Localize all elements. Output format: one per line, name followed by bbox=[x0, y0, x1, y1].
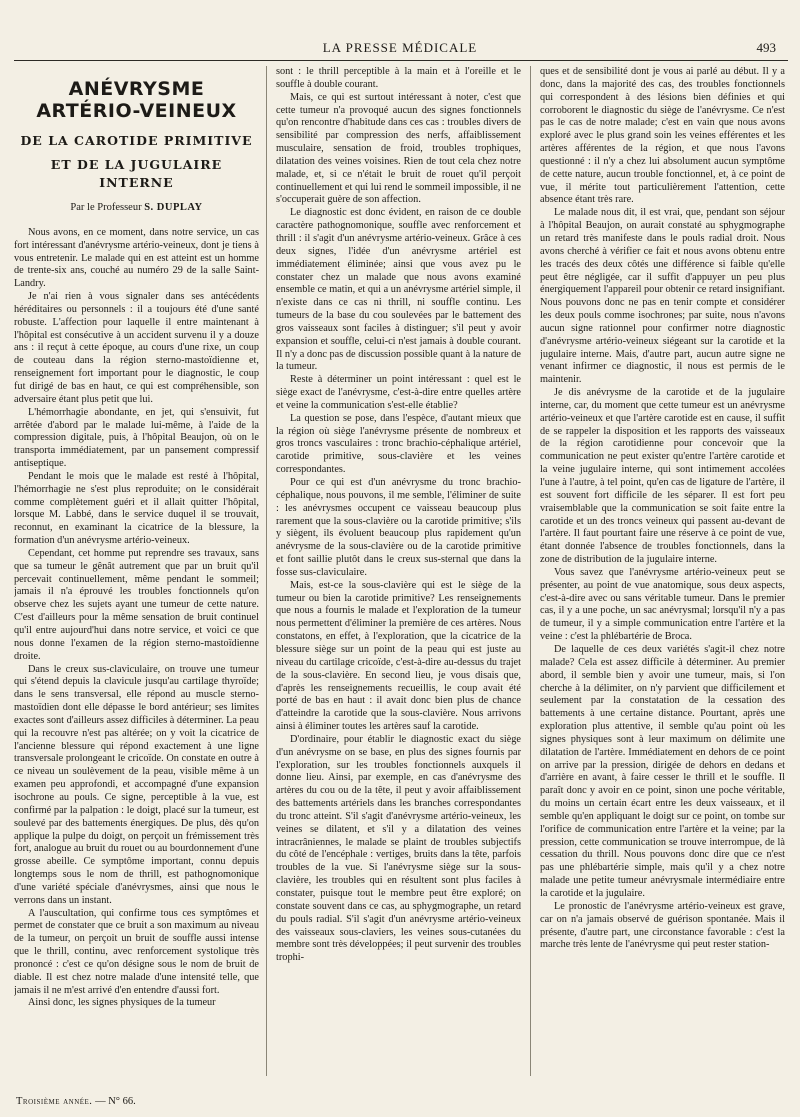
paragraph: Cependant, cet homme put reprendre ses travaux, sans que sa tumeur le gênât autrement que par un bruit qu'il percevait continuellement, même pendant le sommeil; jamais il n'a éprouvé les troubles fonctionnels qu'on observe chez les sujets ayant une tumeur de cette nature. C'est d'ailleurs pour la même sensation de bruit continuel qu'il entre aujourd'hui dans notre service, et voici ce que nous donne l'examen de la région sterno-mastoïdienne droite. bbox=[14, 547, 259, 662]
paragraph: Mais, ce qui est surtout intéressant à noter, c'est que cette tumeur n'a provoqué aucun des signes fonctionnels qu'on rencontre d'habitude dans ces cas : troubles divers de sensibilité par compression des nerfs, affaiblissement musculaire, sensation de froid, troubles trophiques, dilatation des veines voisines. Rien de tout cela chez notre malade, et, si ce n'était le bruit de rouet qu'il perçoit continuellement et qui lui rend le sommeil impossible, il ne s'occuperait guère de son affection. bbox=[276, 91, 521, 206]
column-divider bbox=[266, 66, 267, 1076]
author-name: S. DUPLAY bbox=[144, 202, 203, 213]
paragraph: Pendant le mois que le malade est resté à l'hôpital, l'hémorrhagie ne s'est plus reproduite; on le considérait comme complètement guéri et il allait quitter l'hôpital, lorsque M. Labbé, dans le service duquel il se trouvait, reconnut, en examinant la cicatrice de la blessure, la formation d'un anévrysme artério-veineux. bbox=[14, 470, 259, 547]
article-header bbox=[14, 78, 259, 215]
column-divider bbox=[530, 66, 531, 1076]
issue-year: Troisième année. bbox=[16, 1096, 93, 1107]
paragraph: Je n'ai rien à vous signaler dans ses antécédents héréditaires ou personnels : il a toujours été d'une santé robuste. L'affection pour laquelle il entre maintenant à l'hôpital est consécutive à un accident survenu il y a douze ans : il reçut à cette époque, au cours d'une rixe, un coup de couteau dans la région sterno-mastoïdienne et, renseignement fort important pour le diagnostic, le coup fut dirigé de bas en haut, ce qui est compréhensible, son adversaire étant plus petit que lui. bbox=[14, 291, 259, 405]
paragraph: sont : le thrill perceptible à la main et à l'oreille et le souffle à double courant. bbox=[276, 66, 521, 90]
article-title: ANÉVRYSME ARTÉRIO-VEINEUX bbox=[36, 78, 237, 122]
page-number: 493 bbox=[756, 40, 776, 55]
paragraph: ques et de sensibilité dont je vous ai parlé au début. Il y a donc, dans la majorité des cas, des troubles fonctionnels qui correspondent à des lésions bien définies et qui corroborent le diagnostic du siège de l'anévrysme. Ce n'est pas le cas de notre malade; c'est en vain que nous avons exploré avec le plus grand soin les veines efférentes et les artères afférentes de la région, et que nous l'avons questionné : il n'y a chez lui absolument aucun symptôme de cette nature, aucun trouble fonctionnel, et, à ce point de vue, il mérite tout particulièrement l'attention, cette absence étant très rare. bbox=[540, 66, 785, 206]
journal-title: LA PRESSE MÉDICALE bbox=[322, 40, 478, 55]
article-subtitle-1: DE LA CAROTIDE PRIMITIVE bbox=[20, 133, 253, 148]
paragraph: L'hémorrhagie abondante, en jet, qui s'ensuivit, fut arrêtée d'abord par le malade lui-même, à l'aide de la compression digitale, puis, à l'hôpital Beaujon, où on le transporta immédiatement, par un pansement compressif antiseptique. bbox=[14, 406, 259, 470]
paragraph: Pour ce qui est d'un anévrysme du tronc brachio-céphalique, nous pouvons, il me semble, l'éliminer de suite : les anévrysmes occupent ce vaisseau beaucoup plus rarement que la sous-clavière ou la carotide primitive; s'ils y siègent, ils évoluent beaucoup plus rapidement qu'un anévrysme de la sous-clavière ou de la carotide primitive et font saillie plutôt dans le creux sus-sternal que dans la fosse sus-claviculaire. bbox=[276, 477, 521, 578]
paragraph: Le diagnostic est donc évident, en raison de ce double caractère pathognomonique, souffle avec renforcement et thrill : il s'agit d'un anévrysme artério-veineux. Grâce à ces deux signes, l'idée d'un anévrysme artériel est immédiatement éliminée; ainsi que vous avez pu le constater chez un malade que nous avons examiné ensemble ce matin, et qui a un anévrysme artériel simple, il n'existe dans ce cas ni thrill, ni souffle continu. Les tumeurs de la base du cou soulevées par le battement des gros vaisseaux sont faciles à distinguer; s'il peut y avoir expansion et souffle, celui-ci n'est jamais à double courant. Il n'y a donc pas de discussion possible quant à la nature de la tumeur. bbox=[276, 207, 521, 373]
paragraph: La question se pose, dans l'espèce, d'autant mieux que la région où siège l'anévrysme présente de nombreux et gros troncs vasculaires : tronc brachio-céphalique artériel, carotide primitive, sous-clavière et les veines correspondantes. bbox=[276, 412, 521, 476]
byline-prefix: Par le Professeur bbox=[70, 202, 142, 213]
column-3-body bbox=[540, 66, 785, 952]
column-1 bbox=[14, 66, 259, 1081]
column-3 bbox=[540, 66, 785, 1081]
byline bbox=[14, 202, 259, 215]
running-head bbox=[0, 40, 800, 60]
column-2-body bbox=[276, 66, 521, 965]
column-2 bbox=[276, 66, 521, 1081]
paragraph: Mais, est-ce la sous-clavière qui est le siège de la tumeur ou bien la carotide primitive? Les renseignements que nous a fournis le malade et l'exploration de la tumeur nous permettent d'éliminer la première de ces artères. Nous constatons, en effet, à l'exploration, que la cicatrice de la blessure siège sur un point de la peau qui est juste au niveau du cartilage cricoïde, c'est-à-dire au-dessus du trajet de la sous-clavière. En second lieu, je vous disais que, d'après les renseignements recueillis, le coup avait été porté de bas en haut : il avait donc bien plus de chance d'atteindre la carotide que la sous-clavière. Nous arrivons ainsi à éliminer toutes les artères sauf la carotide. bbox=[276, 579, 521, 733]
paragraph: Le malade nous dit, il est vrai, que, pendant son séjour à l'hôpital Beaujon, on aurait constaté au sphygmographe un retard très manifeste dans le pouls radial droit. Nous avons cherché à vérifier ce fait et nous avons obtenu entre les tracés des deux côtés une différence si faible qu'elle peut être négligée, car il suffit d'appuyer un peu plus énergiquement l'appareil pour obtenir ce retard insignifiant. Nous pouvons donc ne pas en tenir compte et considérer les deux pouls comme isochrones; par suite, nous n'avons aucun signe rationnel pour confirmer notre diagnostic d'anévrysme artério-veineux siégeant sur la carotide et la jugulaire interne. Mais, d'autre part, aucun autre signe ne venant infirmer ce diagnostic, il nous est permis de le maintenir. bbox=[540, 207, 785, 386]
paragraph: Je dis anévrysme de la carotide et de la jugulaire interne, car, du moment que cette tumeur est un anévrysme artério-veineux et que l'artère carotide est en cause, il suffit de se rappeler la disposition et les rapports des vaisseaux de la région carotidienne pour concevoir que la communication ne peut exister qu'entre l'artère carotide et la veine jugulaire interne, qui sont intimement accolées l'une à l'autre, à tel point, qu'en cas de ligature de l'artère, il est souvent fort difficile de les séparer. Il est fort peu vraisemblable que la communication se soit faite entre la carotide et un des troncs veineux qui passent au-devant de l'artère. Il faut pourtant faire une réserve à ce point de vue, étant donnée l'absence de troubles fonctionnels, dans la zone de distribution de la jugulaire interne. bbox=[540, 387, 785, 566]
issue-footer bbox=[16, 1096, 136, 1107]
paragraph: Le pronostic de l'anévrysme artério-veineux est grave, car on n'a jamais observé de guérison spontanée. Mais il présente, d'autre part, une circonstance favorable : c'est la marche très lente de l'anévrysme qui peut rester station- bbox=[540, 900, 785, 951]
paragraph: Reste à déterminer un point intéressant : quel est le siège exact de l'anévrysme, c'est-à-dire entre quelles artère et veine la communication s'est-elle établie? bbox=[276, 374, 521, 411]
header-rule bbox=[14, 60, 788, 61]
paragraph: A l'auscultation, qui confirme tous ces symptômes et permet de constater que ce bruit a son maximum au niveau de la tumeur, on perçoit un bruit de souffle aussi intense que le thrill, continu, avec renforcement systolique très prononcé : c'est ce qu'on désigne sous le nom de bruit de diable. Il est chez notre malade d'une intensité telle, que jamais il ne m'est arrivé d'en entendre d'aussi fort. bbox=[14, 907, 259, 996]
column-1-body bbox=[14, 227, 259, 1010]
issue-number: — N° 66. bbox=[95, 1096, 136, 1107]
paragraph: D'ordinaire, pour établir le diagnostic exact du siège d'un anévrysme on se base, en plus des signes fournis par l'exploration, sur les troubles fonctionnels auxquels il donne lieu. Ainsi, par exemple, en cas d'anévrysme des artères du cou ou de la tête, il peut y avoir affaiblissement des battements artériels dans les branches correspondantes du tronc atteint. S'il s'agit d'anévrysme artério-veineux, les veines se dilatent, et s'il y a dilatation des veines intracrâniennes, le malade se plaint de troubles subjectifs du côté de l'encéphale : vertiges, bruits dans la tête, parfois troubles de la vue. Si l'anévrysme siège sur la sous-clavière, les troubles qui en résultent sont plus faciles à constater, puisque tout le membre peut être exploré; on constate souvent dans ce cas, au sphygmographe, un retard du pouls radial. S'il s'agit d'un anévrysme artério-veineux des vaisseaux sous-claviers, les veines sous-cutanées du membre sont très développées; il peut survenir des troubles trophi- bbox=[276, 733, 521, 964]
paragraph: De laquelle de ces deux variétés s'agit-il chez notre malade? Cela est assez difficile à déterminer. Au premier abord, il semble bien y avoir une tumeur, mais, si l'on cherche à la délimiter, on n'y parvient que difficilement et seulement par la constatation de la cessation des battements à une certaine distance. Pourtant, après une exploration plus attentive, il semble qu'au point où les signes physiques sont à leur maximum on délimite une dilatation de l'artère. Immédiatement en dehors de ce point on arrive par la pression, dirigée de dehors en dedans et d'arrière en avant, à faire cesser le thrill et le souffle. Il paraît donc y avoir en ce point, sinon une poche véritable, du moins un certain écart entre les deux vaisseaux, et il semble qu'en appliquant le doigt sur ce point, on tombe sur l'orifice de communication entre l'artère et la veine; par la pression, cette communication se trouve interrompue, de là cessation du thrill. Nous pouvons donc dire que ce n'est pas une phlébartérie simple, mais qu'il y a chez notre malade une petite tumeur anévrysmale intermédiaire entre la carotide et la jugulaire. bbox=[540, 643, 785, 899]
paragraph: Ainsi donc, les signes physiques de la tumeur bbox=[28, 997, 216, 1009]
article-subtitle-2: ET DE LA JUGULAIRE INTERNE bbox=[50, 157, 223, 190]
paragraph: Nous avons, en ce moment, dans notre service, un cas fort intéressant d'anévrysme artério-veineux, dont je tiens à vous entretenir. Le malade qui en est atteint est un homme de trente-six ans, couché au numéro 29 de la salle Saint-Landry. bbox=[14, 226, 259, 290]
paragraph: Dans le creux sus-claviculaire, on trouve une tumeur qui s'étend depuis la clavicule jusqu'au cartilage thyroïde; dans le sens transversal, elle répond au muscle sterno-mastoïdien dont elle dépasse le bord antérieur; ses limites exactes sont d'ailleurs assez difficiles à déterminer. La peau qui la recouvre n'est pas altérée; on y voit la cicatrice de l'ancienne blessure qui répond exactement à une ligne transversale prolongeant le cricoïde. On constate en outre à ce niveau un soulèvement de la peau, visible même à un examen peu approfondi, et accompagné d'une expansion isochrone au pouls. Ce signe, perceptible à la vue, est confirmé par la palpation : le doigt, placé sur la tumeur, est soulevé par des battements énergiques. De plus, dès qu'on applique la pulpe du doigt, on perçoit un frémissement très fort, analogue au bruit du rouet ou au bourdonnement d'une grosse abeille. Ce symptôme important, connu depuis longtemps sous le nom de thrill, est pathognomonique d'une variété spéciale d'anévrysmes, ainsi que nous le verrons dans un instant. bbox=[14, 663, 259, 906]
paragraph: Vous savez que l'anévrysme artério-veineux peut se présenter, au point de vue anatomique, sous deux aspects, c'est-à-dire avec ou sans véritable tumeur. Dans le premier cas, il y a une poche, un sac anévrysmal; lorsqu'il n'y a pas de tumeur, il y a simple communication entre l'artère et la veine : c'est la phlébartérie de Broca. bbox=[540, 566, 785, 643]
